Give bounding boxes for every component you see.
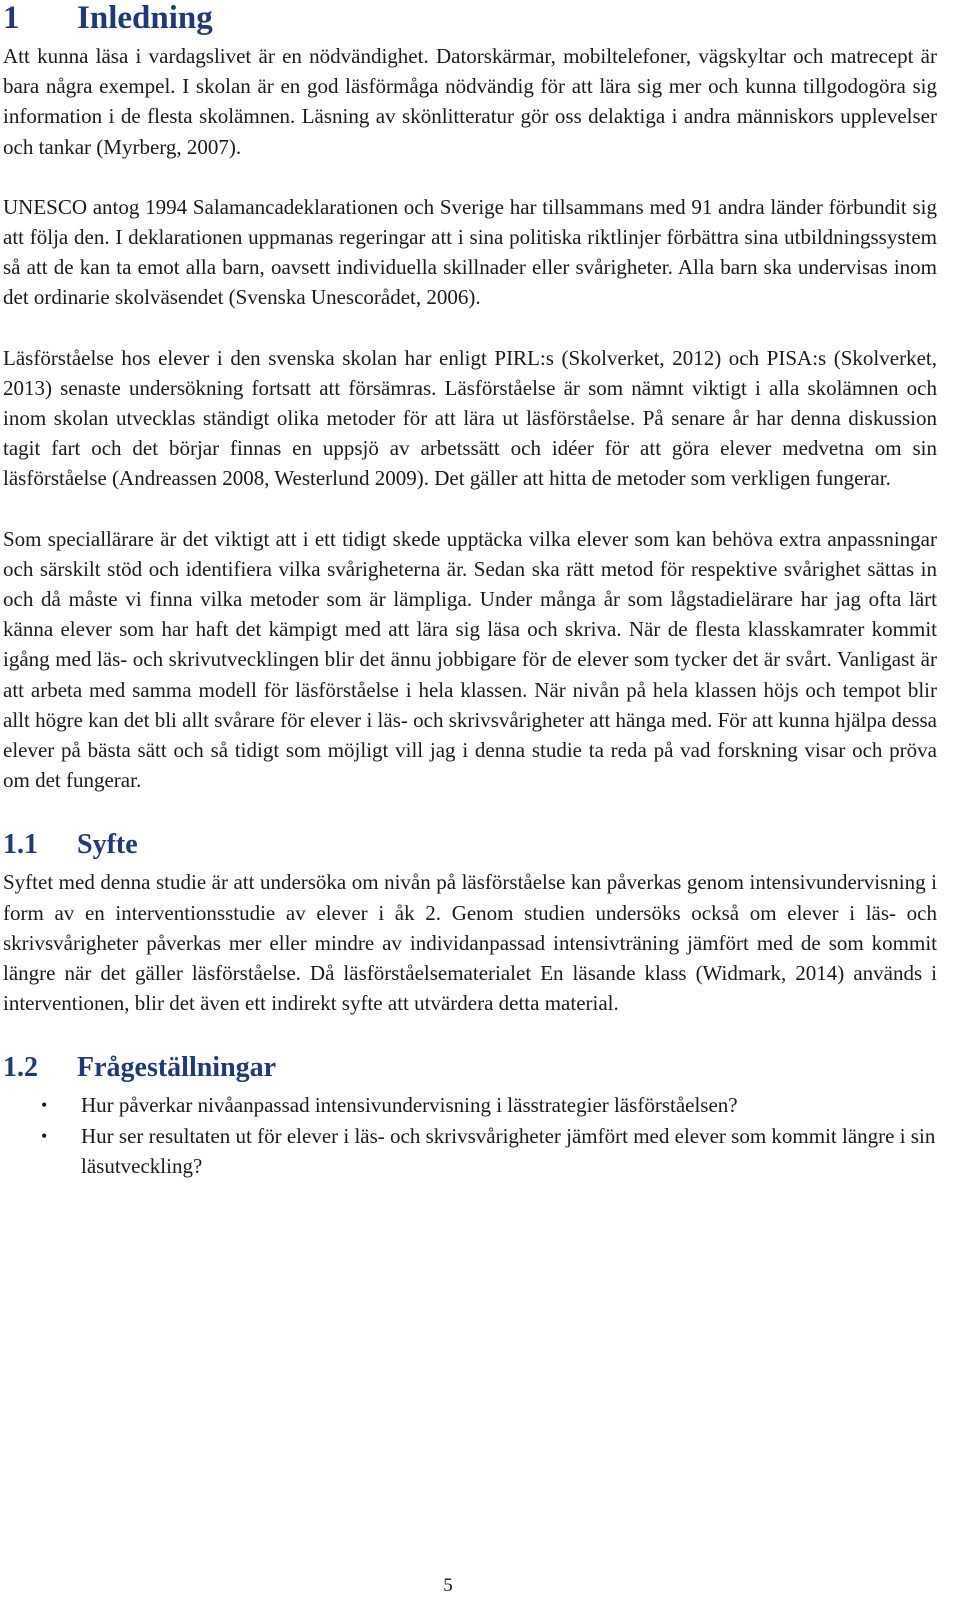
section-title: Inledning: [77, 0, 213, 36]
section-heading-fragestallningar: [3, 1051, 937, 1085]
section-heading-syfte: [3, 828, 937, 862]
question-text: Hur påverkar nivåanpassad intensivundervisning i lässtrategier läsförståelsen?: [81, 1093, 738, 1118]
paragraph-lasforstaelse: Läsförståelse hos elever i den svenska skolan har enligt PIRL:s (Skolverket, 2012) och PISA:s (Skolverket, 2013) senaste undersökning fortsatt att försämras. Läsförståelse är som nämnt viktigt i alla skolämnen och inom skolan utvecklas ständigt olika metoder för att lära ut läsförståelse. På senare år har denna diskussion tagit fart och det börjar finnas en uppsjö av arbetssätt och idéer för att göra elever medvetna om sin läsförståelse (Andreassen 2008, Westerlund 2009). Det gäller att hitta de metoder som verkligen fungerar.: [3, 345, 937, 491]
paragraph-syfte: Syftet med denna studie är att undersöka om nivån på läsförståelse kan påverkas genom intensivundervisning i form av en interventionsstudie av elever i åk 2. Genom studien undersöks också om elever i läs- och skrivsvårigheter påverkas mer eller mindre av individanpassad intensivträning jämfört med de som kommit längre när det gäller läsförståelse. Då läsförståelsematerialet En läsande klass (Widmark, 2014) används i interventionen, blir det även ett indirekt syfte att utvärdera detta material.: [3, 870, 937, 1016]
list-item: [3, 1121, 937, 1182]
paragraph-unesco: UNESCO antog 1994 Salamancadeklarationen och Sverige har tillsammans med 91 andra länder förbundit sig att följa den. I deklarationen uppmanas regeringar att i sina politiska riktlinjer förbättra sina utbildningssystem så att de kan ta emot alla barn, oavsett individuella skillnader eller svårigheter. Alla barn ska undervisas inom det ordinarie skolväsendet (Svenska Unescorådet, 2006).: [3, 194, 937, 310]
section-title: Frågeställningar: [77, 1052, 277, 1084]
section-heading-inledning: [3, 0, 937, 36]
paragraph-speciallarare: Som speciallärare är det viktigt att i ett tidigt skede upptäcka vilka elever som kan behöva extra anpassningar och särskilt stöd och identifiera vilka svårigheterna är. Sedan ska rätt metod för respektive svårighet sättas in och då måste vi finna vilka metoder som är lämpliga. Under många år som lågstadielärare har jag ofta lärt känna elever som har haft det kämpigt med att lära sig läsa och skriva. När de flesta klasskamrater kommit igång med läs- och skrivutvecklingen blir det ännu jobbigare för de elever som tycker det är svårt. Vanligast är att arbeta med samma modell för läsförståelse i hela klassen. När nivån på hela klassen höjs och tempot blir allt högre kan det bli allt svårare för elever i läs- och skrivsvårigheter att hänga med. För att kunna hjälpa dessa elever på bästa sätt och så tidigt som möjligt vill jag i denna studie ta reda på vad forskning visar och pröva om det fungerar.: [3, 526, 937, 793]
section-number: 1.1: [3, 829, 38, 861]
document-page: [3, 0, 937, 1182]
question-list: [3, 1090, 937, 1182]
section-title: Syfte: [77, 829, 138, 861]
section-number: 1: [3, 0, 20, 36]
question-text: Hur ser resultaten ut för elever i läs- och skrivsvårigheter jämfört med elever som kommit längre i sin läsutveckling?: [81, 1123, 936, 1179]
bullet-icon: •: [41, 1125, 48, 1146]
section-number: 1.2: [3, 1052, 38, 1084]
paragraph-intro: Att kunna läsa i vardagslivet är en nödvändighet. Datorskärmar, mobiltelefoner, vägskyltar och matrecept är bara några exempel. I skolan är en god läsförmåga nödvändig för att lära sig mer och kunna tillgodogöra sig information i de flesta skolämnen. Läsning av skönlitteratur gör oss delaktiga i andra människors upplevelser och tankar (Myrberg, 2007).: [3, 44, 937, 159]
list-item: [3, 1090, 937, 1121]
bullet-icon: •: [41, 1095, 48, 1116]
page-number: 5: [443, 1575, 453, 1596]
